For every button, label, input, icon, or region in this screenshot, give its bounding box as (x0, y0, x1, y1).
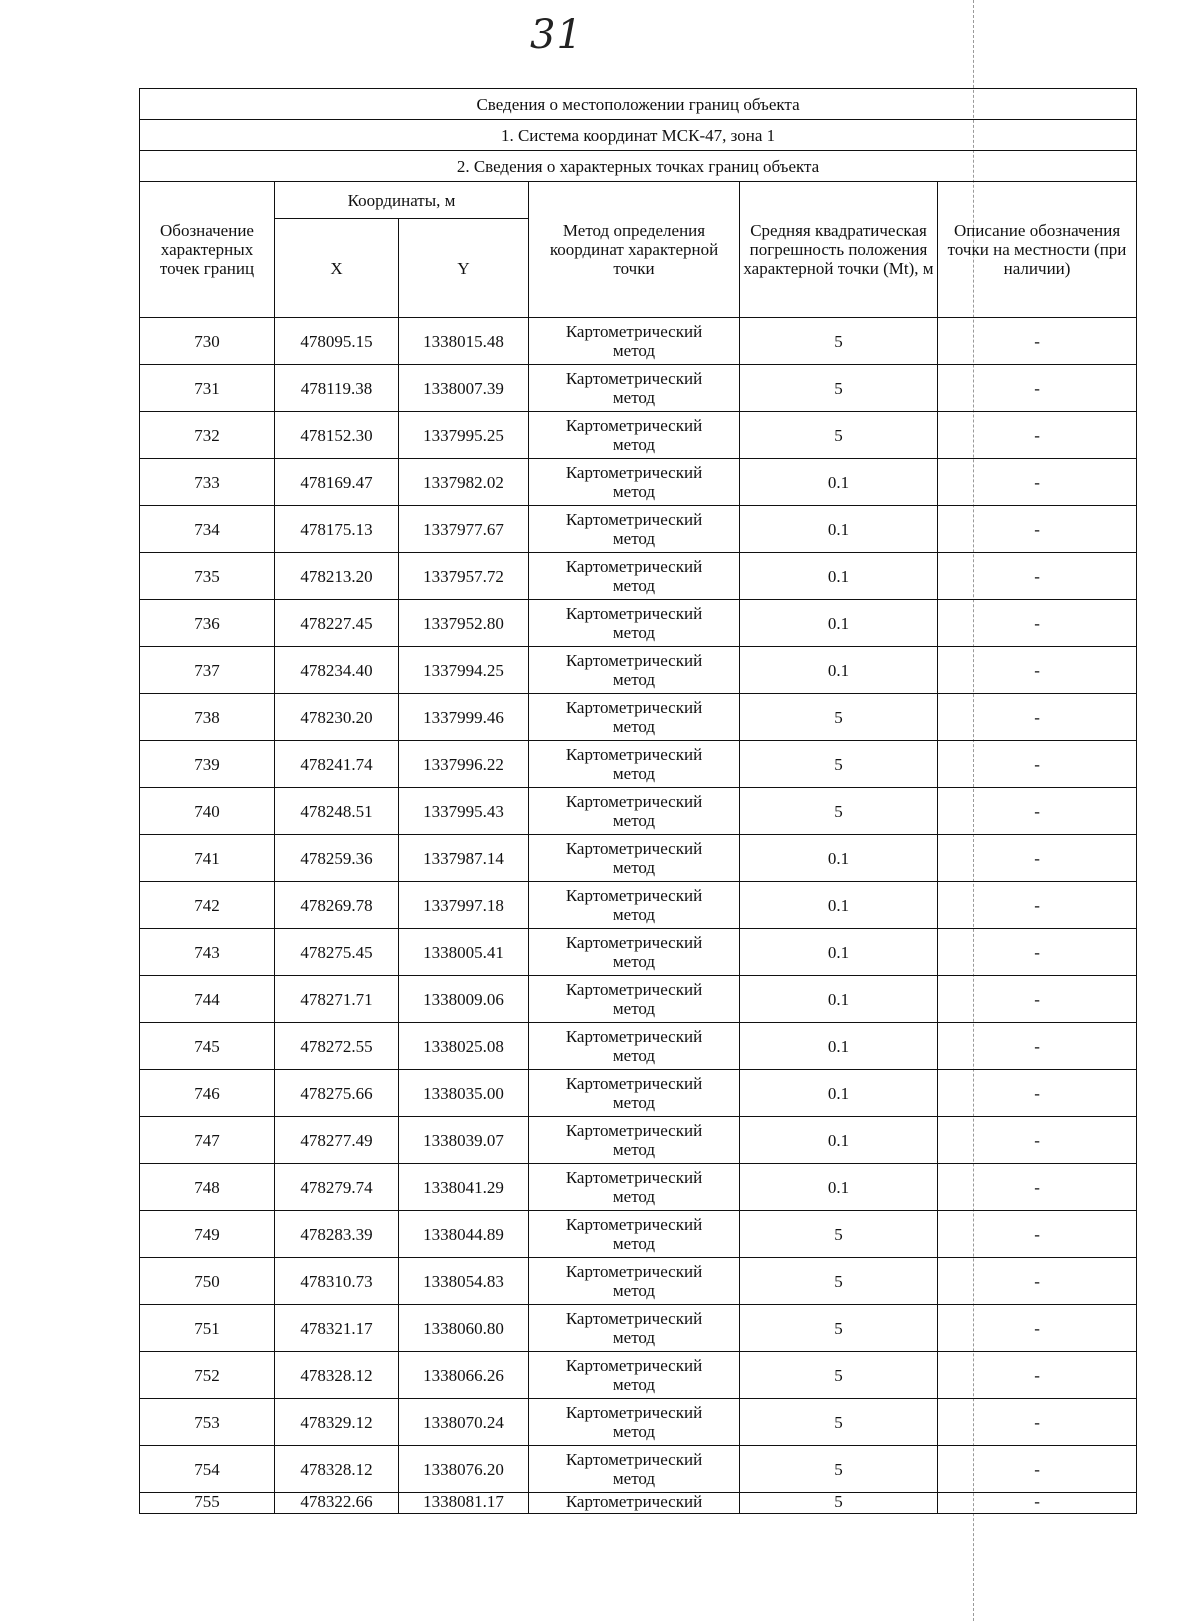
cell-description: - (938, 741, 1137, 788)
cell-method (529, 647, 740, 694)
cell-point: 747 (140, 1117, 275, 1164)
cell-method (529, 1023, 740, 1070)
table-row (140, 1023, 1137, 1070)
cell-point: 749 (140, 1211, 275, 1258)
cell-error: 5 (740, 1211, 938, 1258)
cell-x: 478321.17 (275, 1305, 399, 1352)
cell-y: 1338007.39 (399, 365, 529, 412)
cell-error: 5 (740, 1305, 938, 1352)
cell-method (529, 365, 740, 412)
cell-method (529, 835, 740, 882)
cell-point: 751 (140, 1305, 275, 1352)
cell-description: - (938, 976, 1137, 1023)
table-row (140, 647, 1137, 694)
header-description: Описание обозначения точки на местности (при наличии) (938, 182, 1137, 318)
cell-error: 0.1 (740, 976, 938, 1023)
section-title: 2. Сведения о характерных точках границ объекта (140, 151, 1137, 182)
cell-x: 478277.49 (275, 1117, 399, 1164)
cell-y: 1338060.80 (399, 1305, 529, 1352)
cell-y: 1337987.14 (399, 835, 529, 882)
cell-point: 736 (140, 600, 275, 647)
cell-x: 478310.73 (275, 1258, 399, 1305)
cell-method (529, 600, 740, 647)
method-line-1: Картометрический (565, 1027, 703, 1046)
cell-y: 1338066.26 (399, 1352, 529, 1399)
table-row (140, 929, 1137, 976)
header-point: Обозначение характерных точек границ (140, 182, 275, 318)
cell-point: 746 (140, 1070, 275, 1117)
method-line-2: метод (612, 670, 656, 689)
table-row (140, 1399, 1137, 1446)
table-row (140, 1258, 1137, 1305)
method-line-2: метод (612, 905, 656, 924)
method-line-1: Картометрический (565, 933, 703, 952)
table-row (140, 1352, 1137, 1399)
table-row (140, 788, 1137, 835)
cell-point: 755 (140, 1493, 275, 1514)
cell-description: - (938, 1305, 1137, 1352)
table-row (140, 1117, 1137, 1164)
cell-method (529, 1258, 740, 1305)
cell-method (529, 1070, 740, 1117)
cell-description: - (938, 553, 1137, 600)
method-line-2: метод (612, 1234, 656, 1253)
method-line-2: метод (612, 623, 656, 642)
cell-method (529, 1399, 740, 1446)
cell-description: - (938, 929, 1137, 976)
cell-description: - (938, 1070, 1137, 1117)
cell-x: 478279.74 (275, 1164, 399, 1211)
cell-error: 5 (740, 1258, 938, 1305)
cell-point: 738 (140, 694, 275, 741)
header-x: X (275, 219, 399, 318)
cell-error: 0.1 (740, 647, 938, 694)
cell-x: 478213.20 (275, 553, 399, 600)
cell-y: 1338009.06 (399, 976, 529, 1023)
cell-method (529, 882, 740, 929)
cell-point: 752 (140, 1352, 275, 1399)
cell-method (529, 929, 740, 976)
method-line-1: Картометрический (565, 1168, 703, 1187)
method-line-1: Картометрический (565, 1450, 703, 1469)
cell-point: 734 (140, 506, 275, 553)
method-line-1: Картометрический (565, 886, 703, 905)
cell-y: 1338054.83 (399, 1258, 529, 1305)
table-row (140, 1305, 1137, 1352)
cell-y: 1338081.17 (399, 1493, 529, 1514)
method-line-1: Картометрический (565, 1262, 703, 1281)
cell-y: 1337952.80 (399, 600, 529, 647)
method-line-2: метод (612, 811, 656, 830)
cell-x: 478329.12 (275, 1399, 399, 1446)
cell-error: 5 (740, 1399, 938, 1446)
cell-y: 1337957.72 (399, 553, 529, 600)
table-row (140, 1070, 1137, 1117)
cell-point: 740 (140, 788, 275, 835)
cell-description: - (938, 1117, 1137, 1164)
table-row (140, 506, 1137, 553)
cell-error: 0.1 (740, 1070, 938, 1117)
cell-description: - (938, 1023, 1137, 1070)
method-line-1: Картометрический (565, 1403, 703, 1422)
cell-y: 1338044.89 (399, 1211, 529, 1258)
cell-x: 478234.40 (275, 647, 399, 694)
method-line-2: метод (612, 1187, 656, 1206)
cell-method (529, 318, 740, 365)
method-line-1: Картометрический (565, 651, 703, 670)
method-line-1: Картометрический (565, 416, 703, 435)
cell-y: 1338039.07 (399, 1117, 529, 1164)
table-row (140, 553, 1137, 600)
cell-point: 743 (140, 929, 275, 976)
cell-description: - (938, 1164, 1137, 1211)
cell-x: 478283.39 (275, 1211, 399, 1258)
cell-y: 1338005.41 (399, 929, 529, 976)
cell-method (529, 694, 740, 741)
cell-x: 478272.55 (275, 1023, 399, 1070)
cell-description: - (938, 647, 1137, 694)
method-line-2: метод (612, 999, 656, 1018)
method-line-1: Картометрический (565, 698, 703, 717)
method-line-2: метод (612, 952, 656, 971)
cell-x: 478230.20 (275, 694, 399, 741)
cell-description: - (938, 882, 1137, 929)
cell-x: 478259.36 (275, 835, 399, 882)
cell-description: - (938, 1399, 1137, 1446)
cell-description: - (938, 694, 1137, 741)
header-coordinates: Координаты, м (275, 182, 529, 219)
method-line-2: метод (612, 1093, 656, 1112)
method-line-1: Картометрический (565, 1309, 703, 1328)
cell-description: - (938, 365, 1137, 412)
cell-method (529, 741, 740, 788)
method-line-2: метод (612, 482, 656, 501)
cell-point: 753 (140, 1399, 275, 1446)
cell-y: 1338070.24 (399, 1399, 529, 1446)
cell-point: 733 (140, 459, 275, 506)
cell-x: 478175.13 (275, 506, 399, 553)
cell-method (529, 1305, 740, 1352)
cell-point: 742 (140, 882, 275, 929)
cell-description: - (938, 318, 1137, 365)
table-title: Сведения о местоположении границ объекта (140, 89, 1137, 120)
cell-error: 5 (740, 365, 938, 412)
cell-point: 754 (140, 1446, 275, 1493)
method-line-1: Картометрический (565, 510, 703, 529)
cell-x: 478241.74 (275, 741, 399, 788)
cell-error: 0.1 (740, 882, 938, 929)
header-y: Y (399, 219, 529, 318)
cell-y: 1337999.46 (399, 694, 529, 741)
method-line-1: Картометрический (565, 322, 703, 341)
cell-error: 5 (740, 788, 938, 835)
table-row (140, 1211, 1137, 1258)
table-row (140, 318, 1137, 365)
cell-method (529, 788, 740, 835)
table-row (140, 835, 1137, 882)
method-line-1: Картометрический (565, 1356, 703, 1375)
table-row (140, 976, 1137, 1023)
cell-error: 5 (740, 1493, 938, 1514)
cell-error: 5 (740, 412, 938, 459)
cell-point: 730 (140, 318, 275, 365)
method-line-2: метод (612, 1469, 656, 1488)
method-line-2: метод (612, 388, 656, 407)
cell-error: 5 (740, 318, 938, 365)
cell-description: - (938, 1211, 1137, 1258)
cell-y: 1338015.48 (399, 318, 529, 365)
cell-error: 0.1 (740, 459, 938, 506)
table-row (140, 694, 1137, 741)
cell-x: 478095.15 (275, 318, 399, 365)
method-line-2: метод (612, 764, 656, 783)
cell-x: 478275.45 (275, 929, 399, 976)
cell-x: 478169.47 (275, 459, 399, 506)
cell-point: 741 (140, 835, 275, 882)
cell-error: 0.1 (740, 835, 938, 882)
cell-y: 1337982.02 (399, 459, 529, 506)
cell-x: 478328.12 (275, 1446, 399, 1493)
cell-point: 735 (140, 553, 275, 600)
method-line-1: Картометрический (565, 463, 703, 482)
cell-method (529, 1164, 740, 1211)
cell-point: 748 (140, 1164, 275, 1211)
cell-method (529, 1352, 740, 1399)
cell-y: 1338025.08 (399, 1023, 529, 1070)
table-row (140, 1164, 1137, 1211)
table-row (140, 882, 1137, 929)
cell-point: 750 (140, 1258, 275, 1305)
cell-method (529, 1211, 740, 1258)
method-line-1: Картометрический (565, 1121, 703, 1140)
cell-point: 739 (140, 741, 275, 788)
method-line-2: метод (612, 1140, 656, 1159)
method-line-1: Картометрический (565, 557, 703, 576)
cell-error: 5 (740, 1352, 938, 1399)
cell-description: - (938, 600, 1137, 647)
cell-error: 0.1 (740, 600, 938, 647)
header-method: Метод определения координат характерной точки (529, 182, 740, 318)
table-row (140, 459, 1137, 506)
method-line-1: Картометрический (565, 839, 703, 858)
cell-error: 0.1 (740, 506, 938, 553)
cell-description: - (938, 1352, 1137, 1399)
cell-y: 1338035.00 (399, 1070, 529, 1117)
cell-x: 478152.30 (275, 412, 399, 459)
cell-description: - (938, 1258, 1137, 1305)
method-line-2: метод (612, 576, 656, 595)
cell-y: 1337997.18 (399, 882, 529, 929)
method-line-1: Картометрический (565, 745, 703, 764)
cell-point: 737 (140, 647, 275, 694)
cell-error: 0.1 (740, 1164, 938, 1211)
header-error: Средняя квадратическая погрешность положения характерной точки (Mt), м (740, 182, 938, 318)
boundary-points-table (139, 88, 1137, 1514)
cell-x: 478248.51 (275, 788, 399, 835)
cell-description: - (938, 1446, 1137, 1493)
method-line-2: метод (612, 529, 656, 548)
cell-error: 5 (740, 1446, 938, 1493)
method-line-1: Картометрический (565, 1074, 703, 1093)
method-line-1: Картометрический (565, 604, 703, 623)
table-row (140, 412, 1137, 459)
cell-x: 478227.45 (275, 600, 399, 647)
cell-error: 0.1 (740, 1023, 938, 1070)
table-row (140, 365, 1137, 412)
method-line-2: метод (612, 1422, 656, 1441)
cell-error: 5 (740, 741, 938, 788)
cell-description: - (938, 506, 1137, 553)
method-line-2: метод (612, 858, 656, 877)
method-line-2: метод (612, 1328, 656, 1347)
cell-error: 0.1 (740, 929, 938, 976)
method-line-1: Картометрический (565, 1215, 703, 1234)
cell-y: 1337996.22 (399, 741, 529, 788)
cell-x: 478269.78 (275, 882, 399, 929)
cell-point: 744 (140, 976, 275, 1023)
table-row (140, 1446, 1137, 1493)
coordinate-system: 1. Система координат МСК-47, зона 1 (140, 120, 1137, 151)
method-line-1: Картометрический (565, 792, 703, 811)
cell-x: 478271.71 (275, 976, 399, 1023)
cell-y: 1338076.20 (399, 1446, 529, 1493)
cell-y: 1338041.29 (399, 1164, 529, 1211)
cell-x: 478119.38 (275, 365, 399, 412)
cell-method (529, 506, 740, 553)
cell-method (529, 1117, 740, 1164)
table-row (140, 1493, 1137, 1514)
cell-method (529, 459, 740, 506)
cell-x: 478275.66 (275, 1070, 399, 1117)
method-line-2: метод (612, 1046, 656, 1065)
cell-x: 478328.12 (275, 1352, 399, 1399)
cell-point: 732 (140, 412, 275, 459)
cell-error: 0.1 (740, 1117, 938, 1164)
cell-method (529, 976, 740, 1023)
method-line-1: Картометрический (565, 980, 703, 999)
cell-x: 478322.66 (275, 1493, 399, 1514)
method-line-2: метод (612, 435, 656, 454)
cell-y: 1337977.67 (399, 506, 529, 553)
method-line-2: метод (612, 341, 656, 360)
cell-y: 1337995.25 (399, 412, 529, 459)
cell-description: - (938, 835, 1137, 882)
method-line-2: метод (612, 717, 656, 736)
cell-description: - (938, 788, 1137, 835)
cell-error: 0.1 (740, 553, 938, 600)
cell-method (529, 1493, 740, 1514)
cell-method (529, 412, 740, 459)
cell-description: - (938, 412, 1137, 459)
cell-description: - (938, 1493, 1137, 1514)
cell-error: 5 (740, 694, 938, 741)
page-number: 31 (530, 12, 583, 58)
method-line-1: Картометрический (565, 1492, 703, 1511)
method-line-2: метод (612, 1375, 656, 1394)
method-line-1: Картометрический (565, 369, 703, 388)
cell-method (529, 553, 740, 600)
cell-y: 1337995.43 (399, 788, 529, 835)
method-line-2: метод (612, 1281, 656, 1300)
cell-point: 731 (140, 365, 275, 412)
cell-description: - (938, 459, 1137, 506)
cell-method (529, 1446, 740, 1493)
cell-point: 745 (140, 1023, 275, 1070)
cell-y: 1337994.25 (399, 647, 529, 694)
table-row (140, 600, 1137, 647)
table-row (140, 741, 1137, 788)
